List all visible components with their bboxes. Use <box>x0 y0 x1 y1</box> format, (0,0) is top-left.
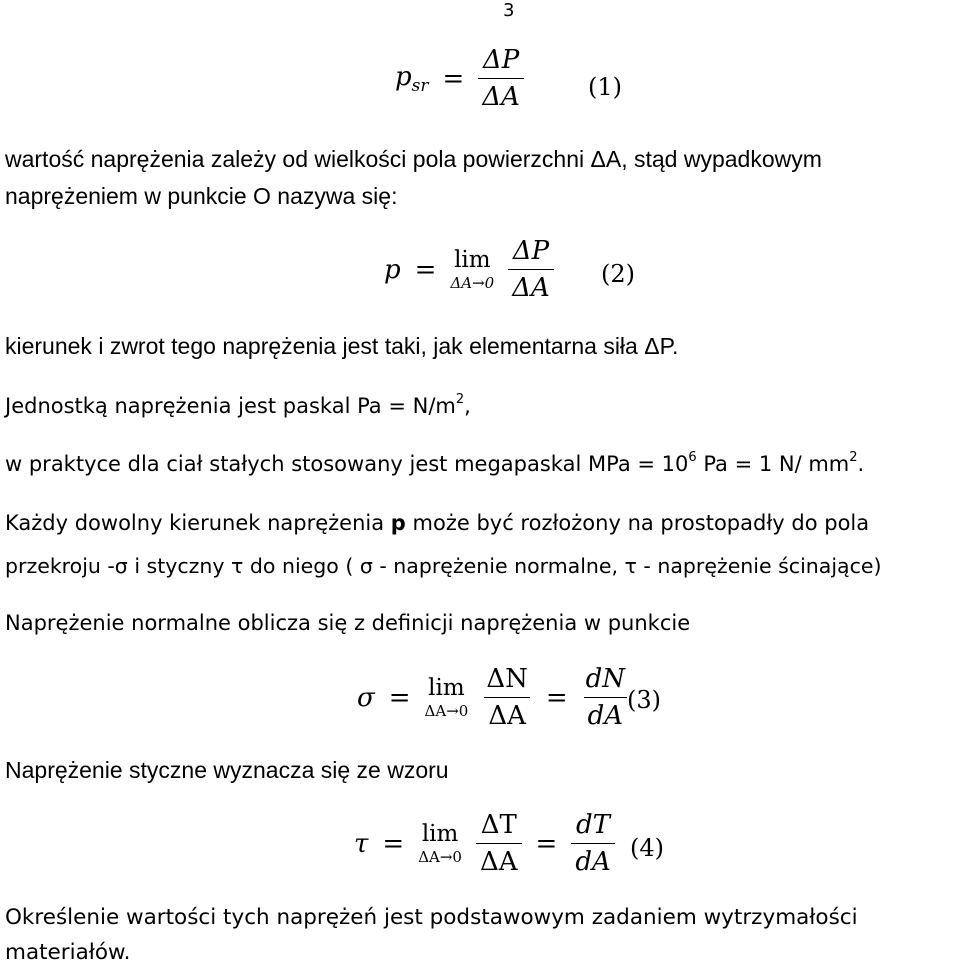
eq2-fraction: $\frac{\Delta P}{\Delta A}$ <box>508 236 554 303</box>
line-direction: kierunek i zwrot tego naprężenia jest taki, jak elementarna siła ΔP. <box>5 333 679 359</box>
line-shear: Naprężenie styczne wyznacza się ze wzoru <box>5 757 449 783</box>
eq3-limit: lim ΔA→0 <box>424 674 469 720</box>
paragraph-1-line-1: wartość naprężenia zależy od wielkości pola powierzchni ΔA, stąd wypadkowym <box>5 146 822 172</box>
eq4-equals: = <box>382 828 405 859</box>
eq3-lhs: σ <box>357 682 375 713</box>
equation-2-number: (2) <box>601 260 635 288</box>
eq4-fraction-1: $\frac{\Delta T}{\Delta A}$ <box>476 810 522 877</box>
equation-2 <box>384 236 554 303</box>
eq4-fraction-2: $\frac{dT}{dA}$ <box>571 810 614 877</box>
eq3-fraction-2: $\frac{dN}{dA}$ <box>582 664 629 731</box>
equation-3-number: (3) <box>627 686 661 714</box>
equation-4-number: (4) <box>630 834 664 862</box>
paragraph-1-line-2: naprężeniem w punkcie O nazywa się: <box>5 183 398 209</box>
paragraph-2-line-2: przekroju -σ i styczny τ do niego ( σ - naprężenie normalne, τ - naprężenie ścinające) <box>5 554 882 578</box>
eq4-equals-2: = <box>535 828 558 859</box>
equation-1-number: (1) <box>588 73 622 101</box>
eq2-lhs: p <box>384 254 401 285</box>
line-unit: Jednostką naprężenia jest paskal $Pa = N/m^2$, <box>5 392 471 418</box>
line-practice: w praktyce dla ciał stałych stosowany jest megapaskal MPa = $10^6$ Pa = 1 N/ $mm^2$. <box>5 450 865 476</box>
closing-line-1: Określenie wartości tych naprężeń jest podstawowym zadaniem wytrzymałości <box>5 905 858 930</box>
eq1-denominator: ΔA <box>478 78 524 112</box>
eq2-limit: lim ΔA→0 <box>450 246 495 292</box>
eq3-fraction-1: $\frac{\Delta N}{\Delta A}$ <box>482 664 532 731</box>
equation-1 <box>395 45 524 112</box>
line-normal: Naprężenie normalne oblicza się z definicji naprężenia w punkcie <box>5 611 691 635</box>
paragraph-2-line-1: Każdy dowolny kierunek naprężenia p może być rozłożony na prostopadły do pola <box>5 511 870 535</box>
eq1-fraction <box>478 45 524 112</box>
eq1-lhs: $p_{sr}$ <box>395 61 429 96</box>
eq4-limit: lim ΔA→0 <box>418 820 462 866</box>
page-number: 3 <box>503 0 515 21</box>
equation-3 <box>357 664 629 731</box>
closing-line-2: materiałów. <box>5 940 131 965</box>
eq1-numerator: ΔP <box>482 45 520 75</box>
eq1-equals: = <box>442 63 465 94</box>
eq3-equals: = <box>388 682 411 713</box>
eq3-equals-2: = <box>545 682 568 713</box>
equation-4 <box>354 810 615 877</box>
eq2-equals: = <box>414 254 437 285</box>
eq4-lhs: τ <box>354 828 369 859</box>
